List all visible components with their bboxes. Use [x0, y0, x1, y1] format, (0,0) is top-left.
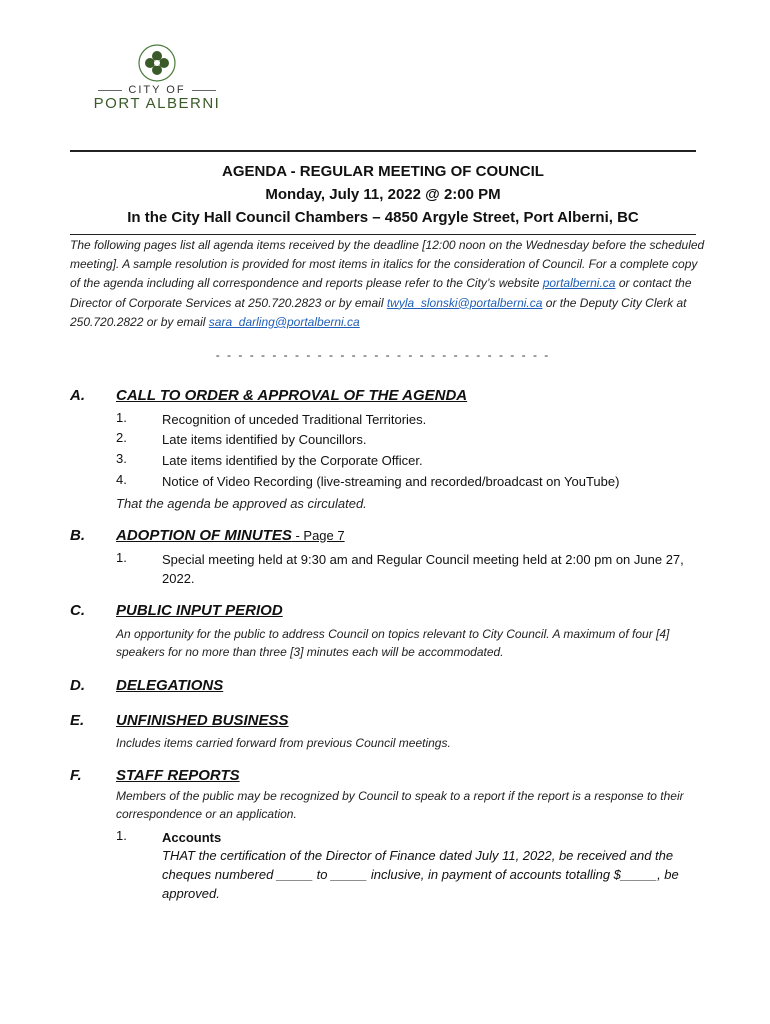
section-b-letter: B.	[70, 527, 85, 544]
section-c-title: PUBLIC INPUT PERIOD	[116, 602, 283, 619]
section-a-item-1-num: 1.	[116, 410, 127, 425]
agenda-heading	[70, 160, 696, 229]
section-f-letter: F.	[70, 767, 82, 784]
meeting-location: In the City Hall Council Chambers – 4850 Argyle Street, Port Alberni, BC	[127, 209, 639, 226]
section-f-item-1-resolution: THAT the certification of the Director of Finance dated July 11, 2022, be received and the cheques numbered _____ to _____ inclusive, in payment of accounts totalling $_____, be approved.	[162, 848, 679, 901]
section-f-title: STAFF REPORTS	[116, 767, 240, 784]
email-link-deputy-clerk[interactable]: sara_darling@portalberni.ca	[208, 314, 360, 329]
section-f-note: Members of the public may be recognized by Council to speak to a report if the report is a response to their correspondence or an application.	[116, 789, 684, 821]
section-b-heading	[116, 527, 345, 544]
clover-emblem-icon	[136, 42, 178, 84]
section-c-letter: C.	[70, 602, 85, 619]
email-link-director[interactable]: twyla_slonski@portalberni.ca	[386, 295, 543, 310]
section-d-letter: D.	[70, 677, 85, 694]
section-a-item-1: Recognition of unceded Traditional Territories.	[162, 412, 427, 427]
section-a-title: CALL TO ORDER & APPROVAL OF THE AGENDA	[116, 387, 468, 404]
section-a-letter: A.	[70, 387, 85, 404]
section-f-item-1-heading: Accounts	[162, 830, 222, 845]
section-a-item-4-num: 4.	[116, 472, 127, 487]
section-a-item-3-num: 3.	[116, 451, 127, 466]
section-a-item-4: Notice of Video Recording (live-streaming and recorded/broadcast on YouTube)	[162, 474, 620, 489]
section-b-title: ADOPTION OF MINUTES	[116, 527, 292, 544]
logo-city-of: CITY OF	[92, 84, 222, 96]
city-logo	[92, 42, 222, 112]
dashed-separator: - - - - - - - - - - - - - - - - - - - - - - - - - - - - - -	[215, 348, 551, 362]
intro-text-1: The following pages list all agenda items received by the deadline [12:00 noon on the Wednesday before the scheduled meeting]. A sample resolution is provided for most items in italics for the consideration of Council. For a complete copy of the agenda including all correspondence and reports please refer to the City’s website	[70, 238, 705, 291]
section-b-page-ref: - Page 7	[291, 528, 345, 543]
section-a-resolution: That the agenda be approved as circulated.	[116, 496, 367, 511]
section-d-title: DELEGATIONS	[116, 677, 224, 694]
section-e-note: Includes items carried forward from previous Council meetings.	[116, 736, 451, 750]
meeting-date: Monday, July 11, 2022 @ 2:00 PM	[265, 186, 501, 203]
section-e-letter: E.	[70, 712, 85, 729]
logo-city-name: PORT ALBERNI	[93, 95, 221, 112]
section-a-item-2: Late items identified by Councillors.	[162, 432, 367, 447]
heading-divider	[70, 234, 696, 235]
intro-paragraph	[70, 236, 710, 332]
top-divider	[70, 150, 696, 152]
intro-text-3: or the Deputy City Clerk at 250.720.2822 or by email	[70, 295, 687, 329]
section-a-item-2-num: 2.	[116, 430, 127, 445]
section-f-item-1-num: 1.	[116, 828, 127, 843]
section-c-note: An opportunity for the public to address Council on topics relevant to City Council. A maximum of four [4] speakers for no more than three [3] minutes each will be accommodated.	[116, 627, 670, 659]
agenda-title: AGENDA - REGULAR MEETING OF COUNCIL	[222, 163, 544, 180]
website-link[interactable]: portalberni.ca	[542, 276, 616, 291]
intro-text-2: or contact the Director of Corporate Services at 250.720.2823 or by email	[70, 276, 692, 310]
section-e-title: UNFINISHED BUSINESS	[116, 712, 289, 729]
section-b-item-1-num: 1.	[116, 550, 127, 565]
section-b-item-1: Special meeting held at 9:30 am and Regular Council meeting held at 2:00 pm on June 27, 2022.	[162, 552, 684, 586]
section-a-item-3: Late items identified by the Corporate Officer.	[162, 453, 423, 468]
